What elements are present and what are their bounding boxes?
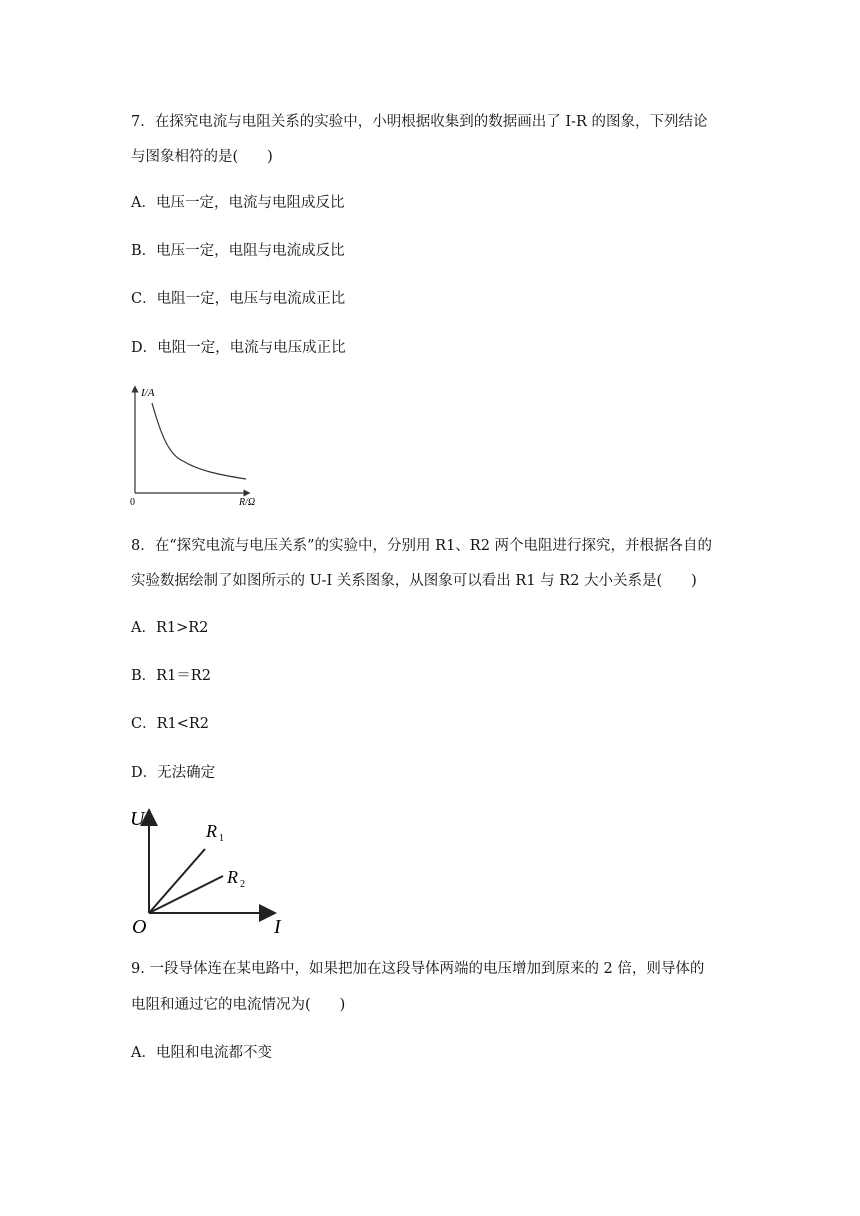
q8-r2-label: R xyxy=(227,867,238,887)
q8-option-c: C．R1<R2 xyxy=(131,716,210,732)
q7-option-d: D．电阻一定，电流与电压成正比 xyxy=(131,340,346,356)
q8-r1-line xyxy=(149,849,205,913)
q7-option-b: B．电压一定，电阻与电流成反比 xyxy=(131,243,345,259)
q8-r2-subscript: 2 xyxy=(240,879,245,890)
q8-option-d: D．无法确定 xyxy=(131,765,216,781)
q7-stem-line-2: 与图象相符的是( ) xyxy=(131,149,273,165)
q8-y-axis-label: U xyxy=(130,808,145,830)
q8-u-i-graph xyxy=(128,805,298,940)
q7-option-a: A．电压一定，电流与电阻成反比 xyxy=(131,195,345,211)
q8-r2-line xyxy=(149,876,223,913)
q8-x-axis-label: I xyxy=(274,916,281,938)
q7-inverse-curve xyxy=(152,403,246,479)
q8-r1-subscript: 1 xyxy=(219,833,224,844)
q8-stem-line-1: 8．在“探究电流与电压关系”的实验中，分别用 R1、R2 两个电阻进行探究，并根据各自的 xyxy=(131,538,713,554)
q9-stem-line-2: 电阻和通过它的电流情况为( ) xyxy=(131,997,346,1013)
q8-option-a: A．R1>R2 xyxy=(131,620,209,636)
q8-option-b: B．R1＝R2 xyxy=(131,668,211,684)
q8-stem-line-2: 实验数据绘制了如图所示的 U-I 关系图象，从图象可以看出 R1 与 R2 大小关系是( ) xyxy=(131,573,697,589)
q8-origin-label: O xyxy=(132,916,147,938)
q7-origin-label: 0 xyxy=(130,497,135,508)
q7-x-axis-label: R/Ω xyxy=(239,497,256,508)
q9-option-a: A．电阻和电流都不变 xyxy=(131,1045,272,1061)
q7-i-r-graph xyxy=(125,383,285,513)
q7-y-axis-label: I/A xyxy=(141,387,155,399)
q7-stem-line-1: 7．在探究电流与电阻关系的实验中，小明根据收集到的数据画出了 I-R 的图象，下列结论 xyxy=(131,114,708,130)
q9-stem-line-1: 9. 一段导体连在某电路中，如果把加在这段导体两端的电压增加到原来的 2 倍，则导体的 xyxy=(131,961,705,977)
q8-r1-label: R xyxy=(206,821,217,841)
q7-option-c: C．电阻一定，电压与电流成正比 xyxy=(131,291,346,307)
